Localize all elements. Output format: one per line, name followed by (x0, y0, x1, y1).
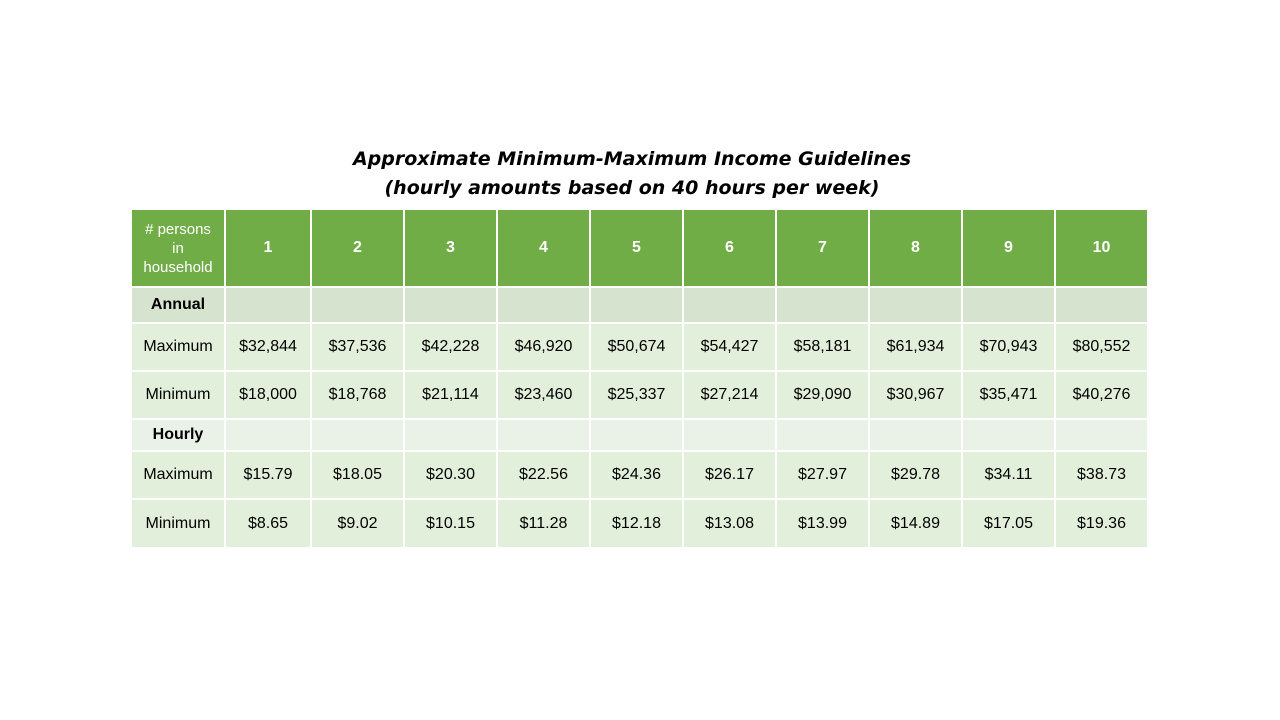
table-cell: $11.28 (497, 499, 590, 548)
table-cell: $18.05 (311, 451, 404, 499)
empty-cell (962, 419, 1055, 451)
table-cell: $37,536 (311, 323, 404, 371)
table-cell: $34.11 (962, 451, 1055, 499)
section-label: Annual (131, 287, 225, 323)
empty-cell (683, 419, 776, 451)
empty-cell (962, 287, 1055, 323)
table-row-annual-maximum (131, 323, 1148, 371)
table-cell: $80,552 (1055, 323, 1148, 371)
table-cell: $42,228 (404, 323, 497, 371)
table-cell: $18,000 (225, 371, 311, 419)
table-cell: $15.79 (225, 451, 311, 499)
table-cell: $14.89 (869, 499, 962, 548)
empty-cell (590, 287, 683, 323)
table-cell: $18,768 (311, 371, 404, 419)
persons-in-household-header (131, 209, 225, 287)
table-row-hourly-maximum (131, 451, 1148, 499)
table-cell: $70,943 (962, 323, 1055, 371)
section-label: Hourly (131, 419, 225, 451)
table-cell: $23,460 (497, 371, 590, 419)
table-cell: $19.36 (1055, 499, 1148, 548)
table-cell: $24.36 (590, 451, 683, 499)
table-cell: $9.02 (311, 499, 404, 548)
empty-cell (1055, 419, 1148, 451)
row-label: Maximum (131, 451, 225, 499)
table-cell: $20.30 (404, 451, 497, 499)
column-header: 9 (962, 209, 1055, 287)
table-cell: $38.73 (1055, 451, 1148, 499)
row-label: Maximum (131, 323, 225, 371)
title-line-2: (hourly amounts based on 40 hours per week) (384, 177, 880, 199)
table-cell: $17.05 (962, 499, 1055, 548)
empty-cell (497, 419, 590, 451)
table-cell: $58,181 (776, 323, 869, 371)
table-cell: $29.78 (869, 451, 962, 499)
column-header: 4 (497, 209, 590, 287)
title-line-1: Approximate Minimum-Maximum Income Guidelines (352, 148, 912, 170)
table-cell: $13.99 (776, 499, 869, 548)
empty-cell (225, 287, 311, 323)
row-label: Minimum (131, 499, 225, 548)
column-header: 8 (869, 209, 962, 287)
table-cell: $40,276 (1055, 371, 1148, 419)
empty-cell (497, 287, 590, 323)
income-guidelines-table (130, 208, 1149, 549)
table-cell: $50,674 (590, 323, 683, 371)
table-cell: $30,967 (869, 371, 962, 419)
corner-line-3: household (143, 258, 213, 276)
column-header: 3 (404, 209, 497, 287)
empty-cell (590, 419, 683, 451)
table-cell: $61,934 (869, 323, 962, 371)
table-cell: $13.08 (683, 499, 776, 548)
table-cell: $21,114 (404, 371, 497, 419)
table-cell: $10.15 (404, 499, 497, 548)
empty-cell (404, 419, 497, 451)
empty-cell (404, 287, 497, 323)
header-row (131, 209, 1148, 287)
column-header: 6 (683, 209, 776, 287)
table-cell: $29,090 (776, 371, 869, 419)
column-header: 2 (311, 209, 404, 287)
column-header: 7 (776, 209, 869, 287)
column-header: 10 (1055, 209, 1148, 287)
corner-line-2: in (172, 239, 184, 257)
empty-cell (311, 419, 404, 451)
section-row-annual (131, 287, 1148, 323)
table-cell: $26.17 (683, 451, 776, 499)
table-cell: $12.18 (590, 499, 683, 548)
table-row-hourly-minimum (131, 499, 1148, 548)
table-cell: $27,214 (683, 371, 776, 419)
table-cell: $27.97 (776, 451, 869, 499)
empty-cell (776, 419, 869, 451)
empty-cell (869, 287, 962, 323)
empty-cell (869, 419, 962, 451)
empty-cell (225, 419, 311, 451)
table-cell: $22.56 (497, 451, 590, 499)
table-cell: $8.65 (225, 499, 311, 548)
empty-cell (311, 287, 404, 323)
table-title (0, 145, 1264, 203)
table-cell: $32,844 (225, 323, 311, 371)
empty-cell (776, 287, 869, 323)
row-label: Minimum (131, 371, 225, 419)
column-header: 1 (225, 209, 311, 287)
table-cell: $54,427 (683, 323, 776, 371)
empty-cell (1055, 287, 1148, 323)
section-row-hourly (131, 419, 1148, 451)
column-header: 5 (590, 209, 683, 287)
table-cell: $46,920 (497, 323, 590, 371)
table-row-annual-minimum (131, 371, 1148, 419)
empty-cell (683, 287, 776, 323)
table-cell: $25,337 (590, 371, 683, 419)
corner-line-1: # persons (145, 220, 211, 238)
table-cell: $35,471 (962, 371, 1055, 419)
